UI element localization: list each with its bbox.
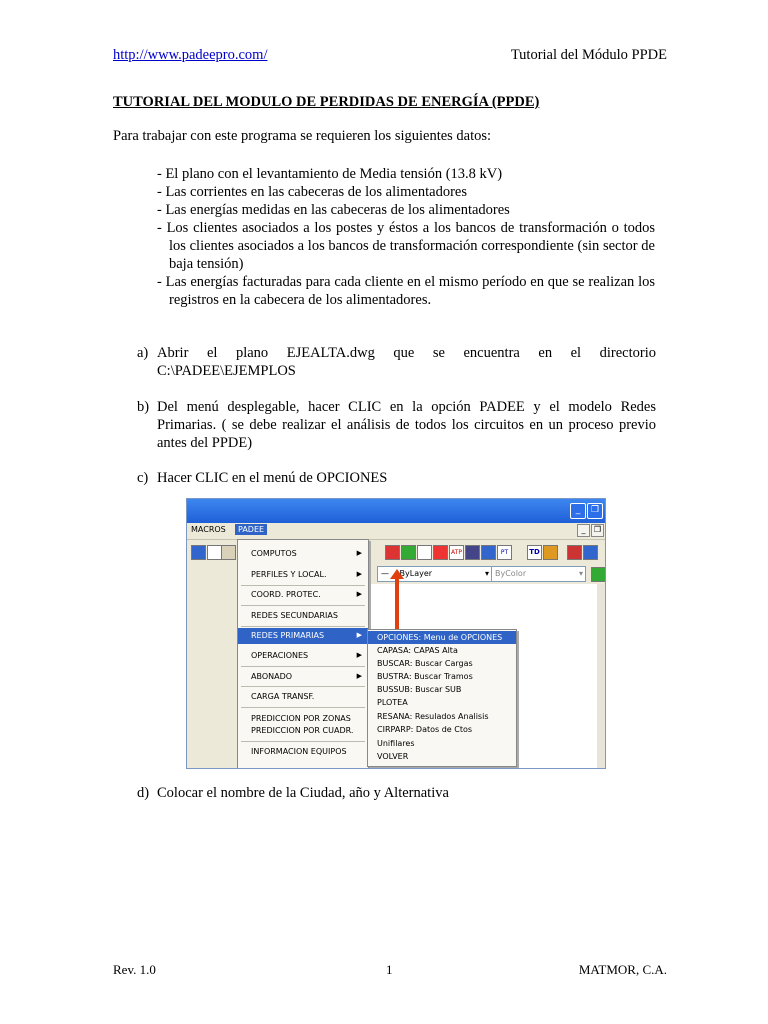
toolbar-icon[interactable] — [207, 545, 222, 560]
pt-icon[interactable]: PT — [497, 545, 512, 560]
atp-icon[interactable]: ATP — [449, 545, 464, 560]
document-title: TUTORIAL DEL MODULO DE PERDIDAS DE ENERGÍA (PPDE) — [113, 94, 540, 110]
menu-separator — [241, 666, 365, 667]
submenu-item-label: RESANA: Resulados Analisis — [377, 712, 489, 721]
chevron-right-icon: ▶ — [356, 570, 362, 578]
submenu-item-label: OPCIONES: Menu de OPCIONES — [377, 633, 503, 642]
toolbar-icon[interactable] — [591, 567, 606, 582]
menu-separator — [241, 707, 365, 708]
redes-primarias-submenu — [367, 629, 517, 767]
menu-item-label: PERFILES Y LOCAL. — [251, 570, 327, 579]
chevron-right-icon: ▶ — [356, 631, 362, 639]
step-label: d) — [137, 785, 150, 801]
submenu-item-label: BUSSUB: Buscar SUB — [377, 685, 462, 694]
menu-item-redes-primarias[interactable] — [238, 628, 368, 644]
chevron-down-icon[interactable]: ▾ — [578, 569, 583, 578]
list-item: - Las corrientes en las cabeceras de los alimentadores — [157, 184, 467, 200]
window-titlebar — [187, 499, 605, 523]
menu-padee[interactable]: PADEE — [235, 524, 267, 535]
toolbar-icon[interactable] — [583, 545, 598, 560]
menubar — [187, 523, 605, 540]
menu-item-label: INFORMACION EQUIPOS — [251, 747, 347, 756]
step-c — [137, 469, 656, 487]
step-label: a) — [137, 345, 149, 361]
toolbar-icon[interactable] — [221, 545, 236, 560]
toolbar-icon[interactable] — [385, 545, 400, 560]
submenu-item-label: VOLVER — [377, 752, 409, 761]
restore-icon[interactable]: ❐ — [587, 503, 603, 519]
intro-text: Para trabajar con este programa se requieren los siguientes datos: — [113, 128, 492, 144]
submenu-item-label: CAPASA: CAPAS Alta — [377, 646, 458, 655]
menu-separator — [241, 626, 365, 627]
menu-item-label: COORD. PROTEC. — [251, 590, 321, 599]
menu-item-abonado[interactable] — [238, 669, 368, 685]
footer-revision: Rev. 1.0 — [113, 962, 156, 977]
linetype-value: ByLayer — [399, 569, 433, 578]
mdi-restore-icon[interactable]: ❐ — [591, 524, 604, 537]
submenu-item-volver[interactable] — [368, 750, 516, 763]
menu-item-coord-protec[interactable] — [238, 587, 368, 603]
toolbar-icon[interactable] — [417, 545, 432, 560]
menu-item-label: COMPUTOS — [251, 549, 297, 558]
padee-menu — [237, 539, 369, 769]
color-value: ByColor — [495, 569, 527, 578]
step-label: b) — [137, 399, 150, 415]
chevron-right-icon: ▶ — [356, 590, 362, 598]
linetype-dash: — — [381, 569, 389, 578]
header-link[interactable]: http://www.padeepro.com/ — [113, 47, 268, 63]
menu-separator — [241, 605, 365, 606]
menu-item-label: ABONADO — [251, 672, 293, 681]
list-item: - El plano con el levantamiento de Media tensión (13.8 kV) — [157, 166, 503, 182]
header-title: Tutorial del Módulo PPDE — [510, 47, 667, 63]
submenu-item-label: BUSTRA: Buscar Tramos — [377, 672, 473, 681]
menu-item-label: REDES PRIMARIAS — [251, 631, 325, 640]
vertical-scrollbar[interactable] — [597, 584, 605, 768]
menu-separator — [241, 741, 365, 742]
mdi-minimize-icon[interactable]: _ — [577, 524, 590, 537]
menu-item-label: PREDICCION POR ZONAS — [251, 714, 351, 723]
step-text: Abrir el plano EJEALTA.dwg que se encuentra en el directorio C:\PADEE\EJEMPLOS — [157, 345, 656, 379]
step-label: c) — [137, 470, 149, 486]
toolbar-icon[interactable] — [481, 545, 496, 560]
footer-company: MATMOR, C.A. — [578, 962, 667, 977]
menu-item-redes-secundarias[interactable] — [238, 608, 368, 624]
menu-item-informacion-equipos[interactable] — [238, 744, 368, 760]
menu-item-carga-transf[interactable] — [238, 689, 368, 705]
pointer-arrow — [395, 577, 399, 632]
submenu-item-label: PLOTEA — [377, 698, 408, 707]
step-text: Del menú desplegable, hacer CLIC en la opción PADEE y el modelo Redes Primarias. ( se debe realizar el análisis de todos los circuitos en un proceso previo antes del PPDE) — [157, 399, 656, 451]
submenu-item-opciones[interactable] — [368, 631, 516, 644]
submenu-item-bustra[interactable] — [368, 670, 516, 683]
step-text: Colocar el nombre de la Ciudad, año y Alternativa — [157, 785, 449, 801]
chevron-right-icon: ▶ — [356, 651, 362, 659]
left-toolbar — [187, 540, 238, 768]
step-b — [137, 398, 656, 452]
menu-item-label: PREDICCION POR CUADR. — [251, 726, 354, 735]
chevron-right-icon: ▶ — [356, 549, 362, 557]
toolbar-icon[interactable] — [191, 545, 206, 560]
submenu-item-unifilares[interactable] — [368, 737, 516, 750]
requirements-list — [157, 165, 655, 309]
toolbar-icon[interactable] — [567, 545, 582, 560]
submenu-item-buscar[interactable] — [368, 657, 516, 670]
toolbar-icon[interactable] — [433, 545, 448, 560]
step-a — [137, 344, 656, 380]
chevron-right-icon: ▶ — [356, 672, 362, 680]
submenu-item-resana[interactable] — [368, 710, 516, 723]
submenu-item-label: CIRPARP: Datos de Ctos — [377, 725, 473, 734]
menu-item-computos[interactable] — [238, 546, 368, 562]
menu-item-label: REDES SECUNDARIAS — [251, 611, 338, 620]
footer-page-number: 1 — [386, 962, 393, 977]
step-d — [137, 784, 656, 802]
menu-separator — [241, 686, 365, 687]
submenu-item-plotea[interactable] — [368, 696, 516, 709]
list-item: - Las energías facturadas para cada cliente en el mismo período en que se realizan los registros en la cabecera de los alimentadores. — [157, 274, 655, 308]
menu-item-label: OPERACIONES — [251, 651, 309, 660]
menu-item-perfiles[interactable] — [238, 567, 368, 583]
submenu-item-capasa[interactable] — [368, 644, 516, 657]
toolbar-icon[interactable] — [465, 545, 480, 560]
submenu-item-label: Unifilares — [377, 739, 415, 748]
color-dropdown[interactable] — [491, 566, 586, 582]
step-text: Hacer CLIC en el menú de OPCIONES — [157, 470, 388, 486]
menu-item-label: CARGA TRANSF. — [251, 692, 315, 701]
toolbar-icon[interactable] — [543, 545, 558, 560]
menu-separator — [241, 585, 365, 586]
chevron-down-icon[interactable]: ▾ — [484, 569, 489, 578]
minimize-icon[interactable]: _ — [570, 503, 586, 519]
menu-macros[interactable]: MACROS — [191, 525, 226, 534]
submenu-item-cirparp[interactable] — [368, 723, 516, 736]
td-icon[interactable]: TD — [527, 545, 542, 560]
submenu-item-label: BUSCAR: Buscar Cargas — [377, 659, 473, 668]
menu-item-operaciones[interactable] — [238, 648, 368, 664]
submenu-item-bussub[interactable] — [368, 683, 516, 696]
toolbar-icon[interactable] — [401, 545, 416, 560]
list-item: - Los clientes asociados a los postes y éstos a los bancos de transformación o todos los clientes asociados a los bancos de transformación correspondiente (sin sector de baja tensión) — [157, 220, 655, 272]
menu-item-prediccion-cuadr[interactable] — [238, 723, 368, 739]
padee-menu-screenshot — [186, 498, 606, 769]
list-item: - Las energías medidas en las cabeceras de los alimentadores — [157, 202, 510, 218]
